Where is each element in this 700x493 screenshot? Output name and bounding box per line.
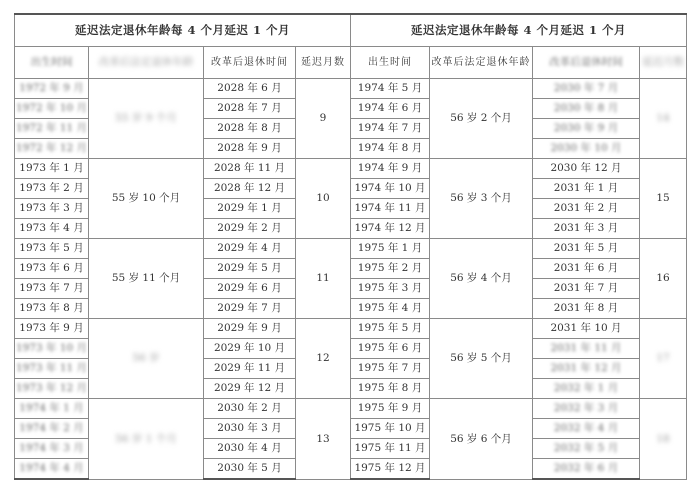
retirement-date-cell: 2029 年 12 月 [204,379,296,399]
birth-date-cell: 1975 年 1 月 [351,239,430,259]
delay-months-cell: 12 [296,319,351,399]
delay-months-cell: 18 [640,399,687,480]
retirement-date-cell: 2028 年 12 月 [204,179,296,199]
delay-months-cell: 13 [296,399,351,480]
retirement-date-cell: 2029 年 1 月 [204,199,296,219]
retirement-age-cell: 56 岁 1 个月 [89,399,204,480]
retirement-age-cell: 56 岁 3 个月 [430,159,533,239]
birth-date-cell: 1974 年 3 月 [15,439,89,459]
birth-date-cell: 1973 年 6 月 [15,259,89,279]
delay-months-cell: 14 [640,79,687,159]
retirement-age-cell: 55 岁 10 个月 [89,159,204,239]
right-header-age: 改革后法定退休年龄 [430,47,533,79]
retirement-date-cell: 2028 年 8 月 [204,119,296,139]
retirement-date-cell: 2031 年 12 月 [533,359,640,379]
retirement-date-cell: 2031 年 11 月 [533,339,640,359]
retirement-date-cell: 2032 年 3 月 [533,399,640,419]
retirement-date-cell: 2029 年 7 月 [204,299,296,319]
right-header-delay: 延迟月数 [640,47,687,79]
birth-date-cell: 1973 年 4 月 [15,219,89,239]
retirement-date-cell: 2031 年 3 月 [533,219,640,239]
retirement-date-cell: 2031 年 10 月 [533,319,640,339]
birth-date-cell: 1975 年 2 月 [351,259,430,279]
retirement-date-cell: 2029 年 5 月 [204,259,296,279]
birth-date-cell: 1973 年 8 月 [15,299,89,319]
retirement-date-cell: 2030 年 8 月 [533,99,640,119]
birth-date-cell: 1974 年 11 月 [351,199,430,219]
birth-date-cell: 1975 年 8 月 [351,379,430,399]
retirement-date-cell: 2029 年 6 月 [204,279,296,299]
right-delay-table [350,13,687,480]
retirement-date-cell: 2029 年 11 月 [204,359,296,379]
retirement-date-cell: 2030 年 7 月 [533,79,640,99]
retirement-date-cell: 2030 年 9 月 [533,119,640,139]
retirement-age-cell: 56 岁 2 个月 [430,79,533,159]
retirement-date-cell: 2030 年 10 月 [533,139,640,159]
retirement-age-cell: 56 岁 4 个月 [430,239,533,319]
birth-date-cell: 1973 年 9 月 [15,319,89,339]
delay-months-cell: 10 [296,159,351,239]
retirement-date-cell: 2031 年 5 月 [533,239,640,259]
retirement-date-cell: 2031 年 8 月 [533,299,640,319]
delay-months-cell: 11 [296,239,351,319]
retirement-date-cell: 2030 年 12 月 [533,159,640,179]
birth-date-cell: 1973 年 12 月 [15,379,89,399]
birth-date-cell: 1973 年 2 月 [15,179,89,199]
delay-months-cell: 15 [640,159,687,239]
birth-date-cell: 1974 年 5 月 [351,79,430,99]
birth-date-cell: 1975 年 6 月 [351,339,430,359]
right-header-birth: 出生时间 [351,47,430,79]
retirement-age-cell: 55 岁 9 个月 [89,79,204,159]
birth-date-cell: 1973 年 1 月 [15,159,89,179]
birth-date-cell: 1972 年 11 月 [15,119,89,139]
birth-date-cell: 1973 年 5 月 [15,239,89,259]
birth-date-cell: 1973 年 7 月 [15,279,89,299]
retirement-date-cell: 2029 年 9 月 [204,319,296,339]
right-table-title: 延迟法定退休年龄每 4 个月延迟 1 个月 [351,14,687,47]
retirement-date-cell: 2030 年 4 月 [204,439,296,459]
birth-date-cell: 1975 年 5 月 [351,319,430,339]
delay-months-cell: 17 [640,319,687,399]
retirement-date-cell: 2028 年 6 月 [204,79,296,99]
retirement-date-cell: 2032 年 1 月 [533,379,640,399]
retirement-date-cell: 2031 年 7 月 [533,279,640,299]
retirement-age-cell: 56 岁 [89,319,204,399]
birth-date-cell: 1974 年 7 月 [351,119,430,139]
retirement-date-cell: 2031 年 6 月 [533,259,640,279]
retirement-date-cell: 2028 年 11 月 [204,159,296,179]
birth-date-cell: 1975 年 12 月 [351,459,430,480]
birth-date-cell: 1975 年 4 月 [351,299,430,319]
birth-date-cell: 1975 年 3 月 [351,279,430,299]
birth-date-cell: 1972 年 10 月 [15,99,89,119]
birth-date-cell: 1975 年 7 月 [351,359,430,379]
birth-date-cell: 1974 年 1 月 [15,399,89,419]
retirement-date-cell: 2028 年 7 月 [204,99,296,119]
birth-date-cell: 1973 年 3 月 [15,199,89,219]
left-header-birth: 出生时间 [15,47,89,79]
birth-date-cell: 1975 年 11 月 [351,439,430,459]
retirement-date-cell: 2030 年 2 月 [204,399,296,419]
retirement-date-cell: 2031 年 1 月 [533,179,640,199]
birth-date-cell: 1973 年 10 月 [15,339,89,359]
retirement-date-cell: 2029 年 2 月 [204,219,296,239]
birth-date-cell: 1974 年 9 月 [351,159,430,179]
retirement-age-cell: 55 岁 11 个月 [89,239,204,319]
delay-months-cell: 9 [296,79,351,159]
retirement-date-cell: 2030 年 5 月 [204,459,296,480]
birth-date-cell: 1974 年 4 月 [15,459,89,480]
retirement-date-cell: 2030 年 3 月 [204,419,296,439]
birth-date-cell: 1974 年 10 月 [351,179,430,199]
birth-date-cell: 1974 年 8 月 [351,139,430,159]
birth-date-cell: 1972 年 12 月 [15,139,89,159]
left-header-age: 改革后法定退休年龄 [89,47,204,79]
retirement-age-cell: 56 岁 5 个月 [430,319,533,399]
birth-date-cell: 1973 年 11 月 [15,359,89,379]
retirement-date-cell: 2032 年 5 月 [533,439,640,459]
left-header-retire: 改革后退休时间 [204,47,296,79]
retirement-date-cell: 2031 年 2 月 [533,199,640,219]
birth-date-cell: 1974 年 12 月 [351,219,430,239]
left-header-delay: 延迟月数 [296,47,351,79]
birth-date-cell: 1974 年 6 月 [351,99,430,119]
birth-date-cell: 1974 年 2 月 [15,419,89,439]
retirement-date-cell: 2032 年 4 月 [533,419,640,439]
retirement-age-cell: 56 岁 6 个月 [430,399,533,480]
left-table-title: 延迟法定退休年龄每 4 个月延迟 1 个月 [15,14,351,47]
retirement-date-cell: 2029 年 10 月 [204,339,296,359]
birth-date-cell: 1975 年 10 月 [351,419,430,439]
retirement-date-cell: 2032 年 6 月 [533,459,640,480]
birth-date-cell: 1975 年 9 月 [351,399,430,419]
birth-date-cell: 1972 年 9 月 [15,79,89,99]
left-delay-table [14,13,351,480]
delay-months-cell: 16 [640,239,687,319]
retirement-date-cell: 2028 年 9 月 [204,139,296,159]
right-header-retire: 改革后退休时间 [533,47,640,79]
retirement-date-cell: 2029 年 4 月 [204,239,296,259]
